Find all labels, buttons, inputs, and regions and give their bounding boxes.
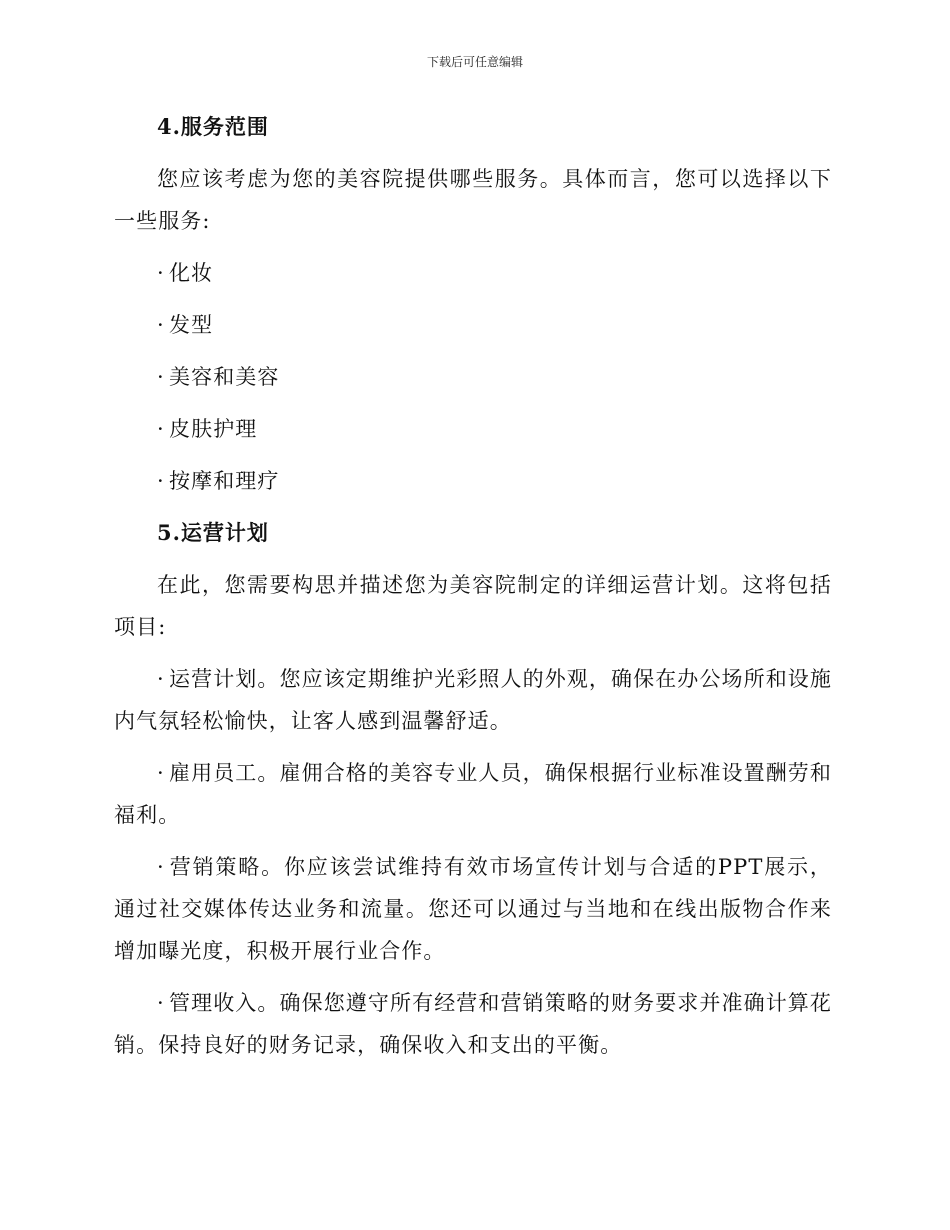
bullet-dot: · [157, 469, 165, 493]
bullet-dot: · [157, 667, 165, 691]
section-5-heading: 5.运营计划 [157, 520, 269, 545]
list-item-text: 管理收入。确保您遵守所有经营和营销策略的财务要求并准确计算花销。保持良好的财务记录，确保收入和支出的平衡。 [114, 991, 832, 1057]
list-item-text: 运营计划。您应该定期维护光彩照人的外观，确保在办公场所和设施内气氛轻松愉快，让客人感到温馨舒适。 [114, 667, 832, 733]
list-item [114, 252, 832, 294]
document-body [114, 106, 832, 1076]
list-item [114, 658, 832, 742]
list-item-text: 营销策略。你应该尝试维持有效市场宣传计划与合适的PPT展示，通过社交媒体传达业务和流量。您还可以通过与当地和在线出版物合作来增加曝光度，积极开展行业合作。 [114, 855, 832, 963]
bullet-dot: · [157, 991, 165, 1015]
list-item [114, 982, 832, 1066]
list-item-text: 发型 [169, 313, 214, 337]
bullet-dot: · [157, 313, 165, 337]
bullet-dot: · [157, 417, 165, 441]
bullet-dot: · [157, 261, 165, 285]
section-4-intro: 您应该考虑为您的美容院提供哪些服务。具体而言，您可以选择以下一些服务: [114, 167, 832, 233]
header-note: 下载后可任意编辑 [426, 55, 523, 69]
bullet-dot: · [157, 761, 165, 785]
section-5-intro: 在此，您需要构思并描述您为美容院制定的详细运营计划。这将包括项目: [114, 573, 832, 639]
list-item [114, 752, 832, 836]
bullet-dot: · [157, 365, 165, 389]
list-item-text: 皮肤护理 [169, 417, 258, 441]
list-item [114, 460, 832, 502]
list-item [114, 304, 832, 346]
list-item [114, 356, 832, 398]
list-item-text: 雇用员工。雇佣合格的美容专业人员，确保根据行业标准设置酬劳和福利。 [114, 761, 832, 827]
list-item-text: 化妆 [169, 261, 214, 285]
section-4-heading: 4.服务范围 [157, 114, 269, 139]
bullet-dot: · [157, 855, 165, 879]
list-item [114, 846, 832, 972]
list-item-text: 美容和美容 [169, 365, 280, 389]
list-item-text: 按摩和理疗 [169, 469, 280, 493]
list-item [114, 408, 832, 450]
